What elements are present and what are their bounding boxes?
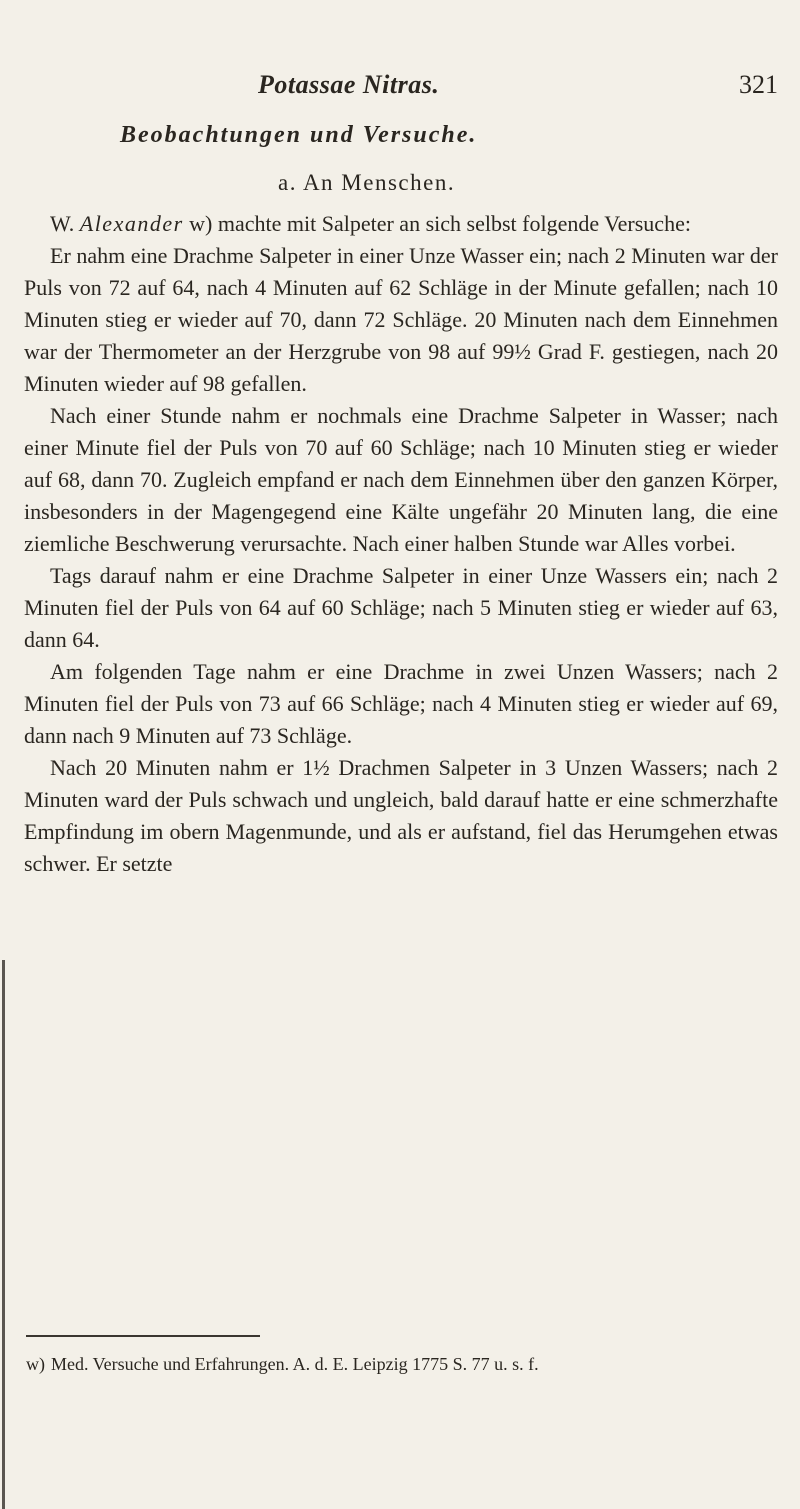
paragraph: Am folgenden Tage nahm er eine Drachme in zwei Unzen Wassers; nach 2 Minuten fiel der Puls von 73 auf 66 Schläge; nach 4 Minuten stieg er wieder auf 69, dann nach 9 Minuten auf 73 Schläge. bbox=[24, 659, 778, 748]
footnote bbox=[26, 1352, 778, 1376]
paragraph-text: machte mit Salpeter an sich selbst folgende Versuche: bbox=[212, 211, 691, 236]
paragraph: Nach 20 Minuten nahm er 1½ Drachmen Salpeter in 3 Unzen Wassers; nach 2 Minuten ward der Puls schwach und ungleich, bald darauf hatte er eine schmerzhafte Empfindung im obern Magenmunde, und als er aufstand, fiel das Herumgehen etwas schwer. Er setzte bbox=[24, 755, 778, 876]
page-edge-shadow bbox=[2, 960, 5, 1509]
page-number: 321 bbox=[739, 70, 778, 99]
body-text bbox=[24, 208, 778, 880]
footnote-mark: w) bbox=[26, 1354, 45, 1374]
section-title: Beobachtungen und Versuche. bbox=[120, 122, 478, 148]
author-name: Alexander bbox=[79, 211, 184, 236]
footnote-reference[interactable]: w) bbox=[183, 211, 213, 236]
paragraph: Tags darauf nahm er eine Drachme Salpeter in einer Unze Wassers ein; nach 2 Minuten fiel der Puls von 64 auf 60 Schläge; nach 5 Minuten stieg er wieder auf 63, dann 64. bbox=[24, 563, 778, 652]
paragraph bbox=[24, 208, 778, 240]
subsection-title: a. An Menschen. bbox=[278, 170, 456, 195]
footnote-text: Med. Versuche und Erfahrungen. A. d. E. Leipzig 1775 S. 77 u. s. f. bbox=[51, 1354, 539, 1374]
running-title: Potassae Nitras. bbox=[258, 70, 440, 99]
footnote-rule bbox=[26, 1335, 260, 1337]
paragraph: Nach einer Stunde nahm er nochmals eine Drachme Salpeter in Wasser; nach einer Minute fiel der Puls von 70 auf 60 Schläge; nach 10 Minuten stieg er wieder auf 68, dann 70. Zugleich empfand er nach dem Einnehmen über den ganzen Körper, insbesonders in der Magengegend eine Kälte ungefähr 20 Minuten lang, die eine ziemliche Beschwerung verursachte. Nach einer halben Stunde war Alles vorbei. bbox=[24, 403, 778, 556]
page-header bbox=[258, 70, 778, 110]
author-prefix: W. bbox=[50, 211, 80, 236]
paragraph: Er nahm eine Drachme Salpeter in einer Unze Wasser ein; nach 2 Minuten war der Puls von 72 auf 64, nach 4 Minuten auf 62 Schläge in der Minute gefallen; nach 10 Minuten stieg er wieder auf 70, dann 72 Schläge. 20 Minuten nach dem Einnehmen war der Thermometer an der Herzgrube von 98 auf 99½ Grad F. gestiegen, nach 20 Minuten wieder auf 98 gefallen. bbox=[24, 243, 778, 396]
